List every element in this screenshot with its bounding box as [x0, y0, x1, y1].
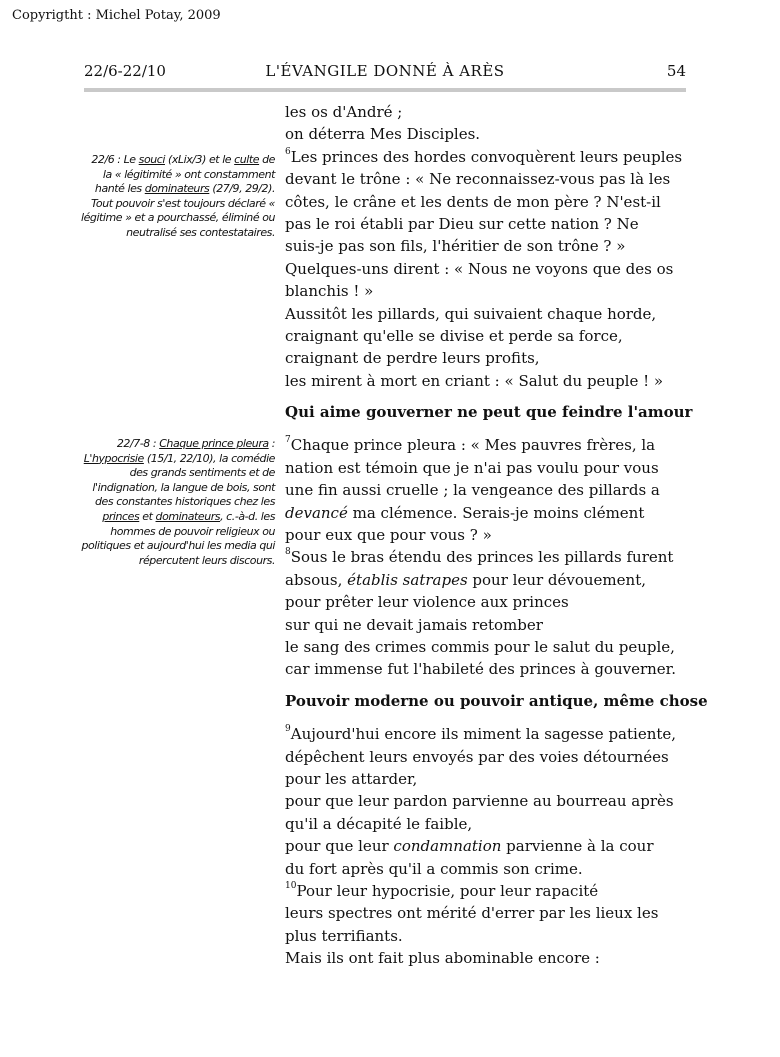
note-ref: 22/6 — [91, 153, 115, 166]
text-segment: pour leur dévouement, — [467, 570, 646, 589]
note-term-dominateurs: dominateurs — [155, 509, 221, 523]
text-line: pour les attarder, — [285, 769, 418, 788]
note-term-dominateurs: dominateurs — [144, 182, 210, 196]
verse-number: 9 — [285, 724, 291, 735]
text-line: pour prêter leur violence aux princes — [285, 593, 569, 612]
note-term-souci: souci — [138, 153, 165, 166]
verse-number: 6 — [285, 146, 291, 157]
note-text: Tout pouvoir s'est toujours déclaré « légitime » et a pourchassé, éliminé ou neutralisé ses contestataires. — [81, 196, 275, 239]
note-text: de la « légitimité » ont constamment hanté les — [94, 153, 275, 196]
emphasis: devancé — [285, 503, 348, 522]
verse-number: 8 — [285, 547, 291, 558]
text-line — [285, 835, 695, 857]
text-line: dépêchent leurs envoyés par des voies détournées — [285, 747, 669, 766]
section-heading: Pouvoir moderne ou pouvoir antique, même chose — [285, 691, 708, 710]
text-line: Mais ils ont fait plus abominable encore : — [285, 949, 600, 968]
text-line — [285, 880, 695, 902]
note-text: (xLix/3) — [168, 153, 206, 166]
text-segment: ma clémence. Serais-je moins clément — [347, 503, 645, 522]
text-line: on déterra Mes Disciples. — [285, 125, 481, 144]
text-line: côtes, le crâne et les dents de mon père ? N'est-il — [285, 192, 661, 211]
note-term-princes: princes — [102, 509, 140, 523]
note-text: (27/9, 29/2). — [212, 182, 275, 196]
emphasis: établis satrapes — [347, 570, 468, 589]
text-line: blanchis ! » — [285, 282, 374, 301]
text-segment: pour que leur — [285, 837, 394, 856]
text-line: devant le trône : « Ne reconnaissez-vous pas là les — [285, 170, 671, 189]
text-line: suis-je pas son fils, l'héritier de son trône ? » — [285, 237, 626, 256]
text-segment: Aujourd'hui encore ils miment la sagesse patiente, — [290, 725, 677, 744]
note-term-chaque-prince: Chaque prince pleura — [159, 437, 269, 450]
text-line — [285, 569, 695, 591]
text-line: du fort après qu'il a commis son crime. — [285, 859, 583, 878]
text-line: pour eux que pour vous ? » — [285, 526, 492, 545]
text-line: Quelques-uns dirent : « Nous ne voyons que des os — [285, 259, 674, 278]
text-line: une fin aussi cruelle ; la vengeance des pillards a — [285, 481, 660, 500]
page-number: 54 — [666, 62, 686, 80]
text-line: nation est témoin que je n'ai pas voulu pour vous — [285, 458, 659, 477]
note-text: et le — [208, 153, 232, 166]
text-line: craignant qu'elle se divise et perde sa force, — [285, 326, 623, 345]
note-text: et — [142, 509, 153, 523]
text-segment: parvienne à la cour — [501, 837, 654, 856]
text-segment: Sous le bras étendu des princes les pillards furent — [290, 548, 674, 567]
text-line: sur qui ne devait jamais retomber — [285, 615, 543, 634]
text-segment: absous, — [285, 570, 348, 589]
text-line: pour que leur pardon parvienne au bourreau après — [285, 792, 674, 811]
text-segment: Chaque prince pleura : « Mes pauvres frères, la — [290, 436, 656, 455]
note-text: , c.-à-d. les hommes de pouvoir religieux ou politiques et aujourd'hui les media qui répercutent leurs discours. — [81, 509, 275, 567]
text-line: le sang des crimes commis pour le salut du peuple, — [285, 637, 675, 656]
note-term-hypocrisie: L'hypocrisie — [83, 451, 144, 465]
header-rule — [84, 88, 686, 92]
text-line: les os d'André ; — [285, 103, 403, 121]
margin-note-22-7-8: 22/7-8 : Chaque prince pleura : L'hypocrisie (15/1, 22/10), la comédie des grands sentiments et de l'indignation, la langue de bois, sont des constantes historiques chez les princes et dominateurs, c.-à-d. les hommes de pouvoir religieux ou politiques et aujourd'hui les media qui répercutent leurs discours. — [81, 437, 275, 567]
text-line: plus terrifiants. — [285, 926, 403, 945]
verse-number: 7 — [285, 435, 291, 446]
text-line: craignant de perdre leurs profits, — [285, 349, 540, 368]
margin-note-22-6: 22/6 : Le souci (xLix/3) et le culte de la « légitimité » ont constamment hanté les dominateurs (27/9, 29/2). Tout pouvoir s'est toujours déclaré « légitime » et a pourchassé, éliminé ou neutralisé ses contestataires. — [81, 153, 275, 239]
verse-range: 22/6-22/10 — [84, 62, 166, 80]
text-line — [285, 146, 695, 168]
text-segment: Les princes des hordes convoquèrent leurs peuples — [290, 147, 683, 166]
text-line: pas le roi établi par Dieu sur cette nation ? Ne — [285, 214, 639, 233]
text-line — [285, 546, 695, 568]
text-line: leurs spectres ont mérité d'errer par les lieux les — [285, 904, 659, 923]
text-line — [285, 434, 695, 456]
text-segment: Pour leur hypocrisie, pour leur rapacité — [296, 881, 599, 900]
scripture-text — [285, 101, 708, 969]
page-header — [84, 62, 686, 88]
copyright-notice: Copyrigtht : Michel Potay, 2009 — [12, 8, 221, 23]
text-line: Aussitôt les pillards, qui suivaient chaque horde, — [285, 304, 657, 323]
note-text: (15/1, 22/10), la comédie des grands sentiments et de l'indignation, la langue de bois, sont des constantes historiques chez les — [92, 451, 275, 509]
note-term-culte: culte — [234, 153, 260, 166]
text-line: qu'il a décapité le faible, — [285, 814, 473, 833]
section-heading: Qui aime gouverner ne peut que feindre l'amour — [285, 403, 693, 422]
text-line: car immense fut l'habileté des princes à gouverner. — [285, 660, 676, 679]
note-ref: 22/7-8 — [116, 437, 150, 450]
verse-number: 10 — [285, 880, 297, 891]
book-title: L'ÉVANGILE DONNÉ À ARÈS — [265, 62, 505, 80]
emphasis: condamnation — [393, 837, 502, 856]
text-line — [285, 723, 695, 745]
text-line — [285, 502, 695, 524]
text-line: les mirent à mort en criant : « Salut du peuple ! » — [285, 371, 664, 390]
